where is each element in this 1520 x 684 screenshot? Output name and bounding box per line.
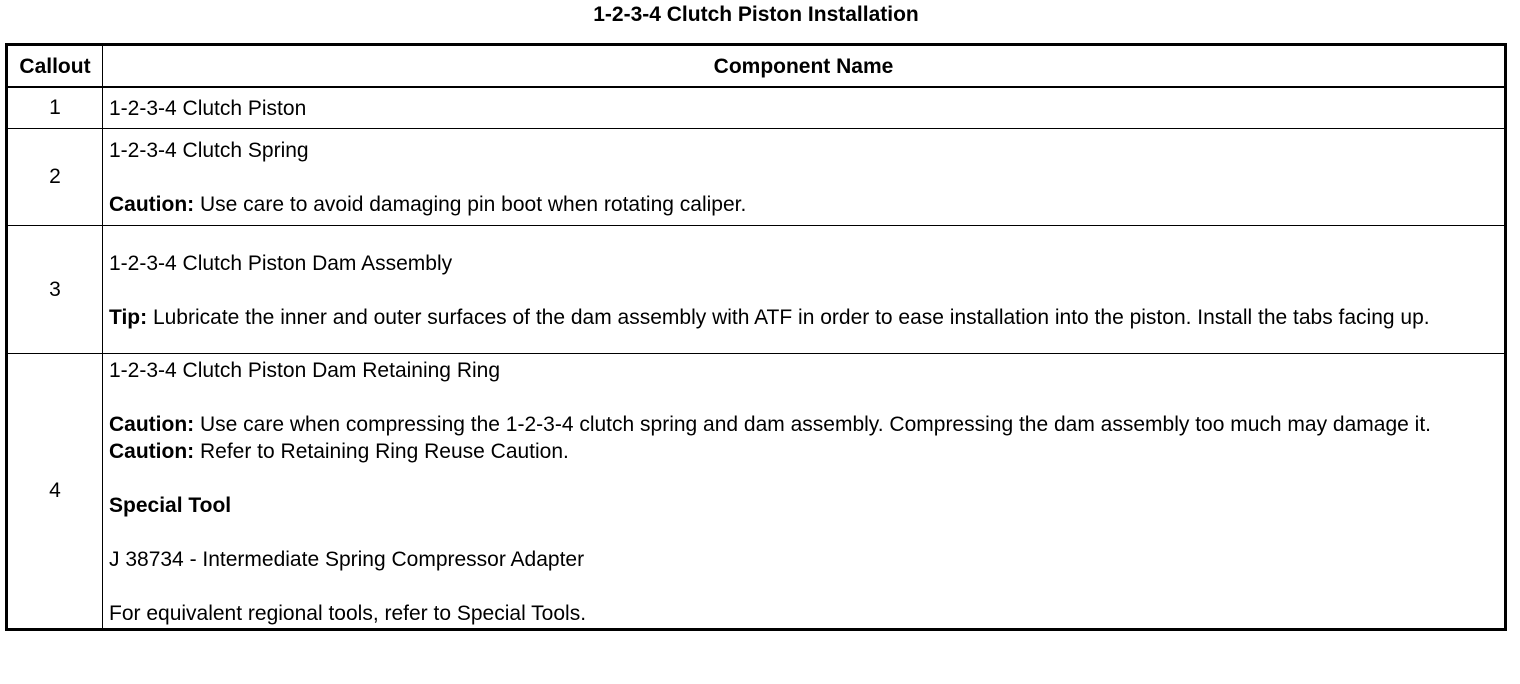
caution-label: Caution	[109, 193, 188, 216]
component-table	[5, 43, 1507, 631]
caution-text: Use care when compressing the 1-2-3-4 clutch spring and dam assembly. Compressing the dam assembly too much may damage it.	[194, 412, 1431, 436]
component-cell	[103, 225, 1506, 353]
component-cell	[103, 353, 1506, 629]
caution-colon: :	[187, 412, 195, 436]
caution-text: Use care to avoid damaging pin boot when rotating caliper.	[194, 193, 747, 216]
callout-number: 3	[7, 225, 103, 353]
component-cell	[103, 128, 1506, 225]
component-name-column-header: Component Name	[103, 45, 1506, 88]
regional-tools-note: For equivalent regional tools, refer to Special Tools.	[109, 601, 587, 625]
tip-label: Tip:	[109, 305, 148, 329]
component-name: 1-2-3-4 Clutch Piston Dam Retaining Ring	[109, 358, 501, 382]
caution-note	[109, 438, 1498, 465]
callout-number: 4	[7, 353, 103, 629]
table-row	[7, 225, 1506, 353]
tip-note	[109, 304, 1498, 331]
caution-colon: :	[187, 193, 195, 216]
special-tool-item: J 38734 - Intermediate Spring Compressor Adapter	[109, 547, 585, 571]
callout-number: 2	[7, 128, 103, 225]
callout-number: 1	[7, 87, 103, 128]
component-name: 1-2-3-4 Clutch Piston	[109, 97, 307, 121]
caution-colon: :	[187, 439, 195, 463]
caution-note	[109, 191, 1498, 218]
caution-note	[109, 411, 1498, 438]
table-header-row	[7, 45, 1506, 88]
special-tool-heading: Special Tool	[109, 493, 232, 517]
tip-text: Lubricate the inner and outer surfaces of the dam assembly with ATF in order to ease installation into the piston. Install the tabs facing up.	[147, 305, 1430, 329]
component-name: 1-2-3-4 Clutch Spring	[109, 139, 309, 162]
table-row	[7, 353, 1506, 629]
callout-column-header: Callout	[7, 45, 103, 88]
caution-text: Refer to Retaining Ring Reuse Caution.	[194, 439, 569, 463]
component-name: 1-2-3-4 Clutch Piston Dam Assembly	[109, 251, 453, 275]
table-row	[7, 128, 1506, 225]
document-title: 1-2-3-4 Clutch Piston Installation	[593, 3, 919, 26]
caution-label: Caution	[109, 412, 188, 436]
caution-label: Caution	[109, 439, 188, 463]
table-row	[7, 87, 1506, 128]
component-cell	[103, 87, 1506, 128]
